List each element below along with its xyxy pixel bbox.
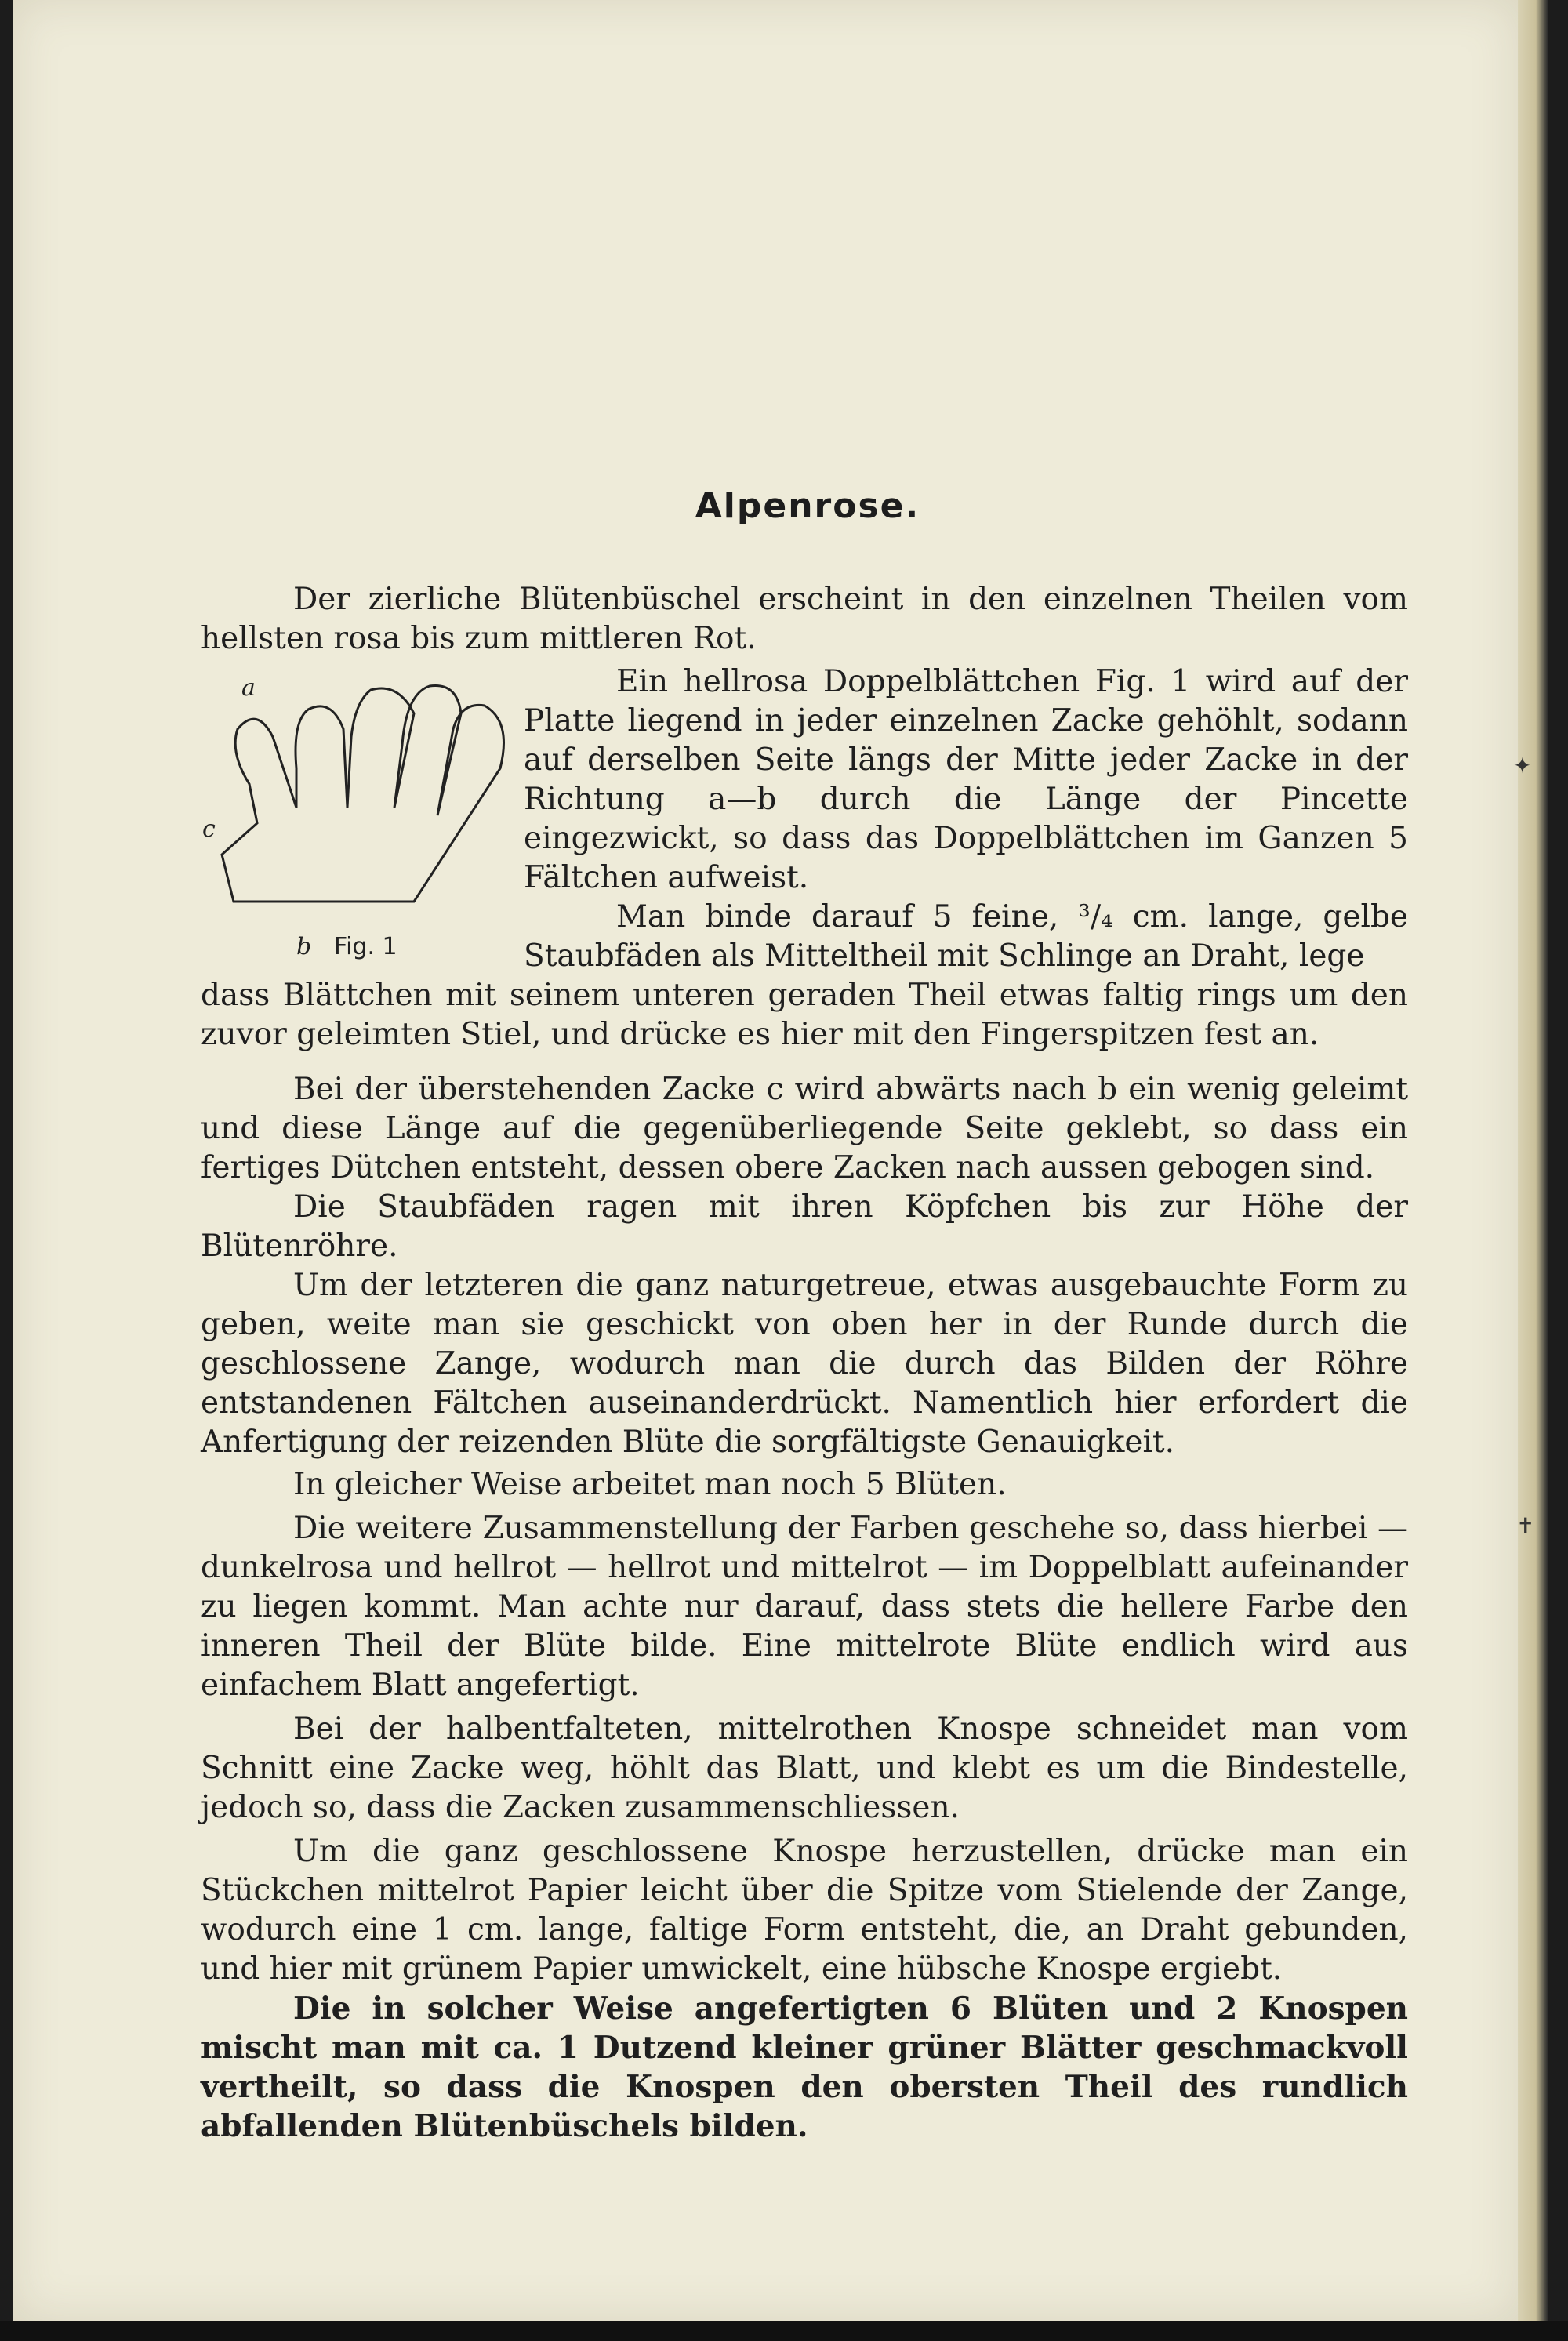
figure-1 (202, 674, 516, 972)
figure-label-c: c (202, 815, 216, 843)
paragraph-3-cont: dass Blättchen mit seinem unteren geraden Theil etwas faltig rings um den zuvor geleimten Stiel, und drücke es hier mit den Fingerspitzen fest an. (201, 978, 1408, 1052)
paragraph-6: Um der letzteren die ganz naturgetreue, etwas ausgebauchte Form zu geben, weite man sie geschickt von oben her in der Runde durch die geschlossene Zange, wodurch man die durch das Bilden der Röhre entstandenen Fältchen auseinanderdrückt. Namentlich hier erfordert die Anfertigung der reizenden Blüte die sorgfältigste Genauigkeit. (201, 1268, 1408, 1460)
figure-caption: Fig. 1 (334, 933, 397, 960)
paragraph-2: Ein hellrosa Doppelblättchen Fig. 1 wird auf der Platte liegend in jeder einzelnen Zacke gehöhlt, sodann auf derselben Seite längs der Mitte jeder Zacke in der Richtung a—b durch die Länge der Pincette eingezwickt, so dass das Doppelblättchen im Ganzen 5 Fältchen aufweist. (524, 664, 1408, 895)
paragraph-3-start: Man binde darauf 5 feine, ³/₄ cm. lange, gelbe Staubfäden als Mitteltheil mit Schlinge an Draht, lege (524, 899, 1408, 974)
paragraph-8: Die weitere Zusammenstellung der Farben geschehe so, dass hierbei — dunkelrosa und hellrot — hellrot und mittelrot — im Doppelblatt aufeinander zu liegen kommt. Man achte nur darauf, dass stets die hellere Farbe den inneren Theil der Blüte bilde. Eine mittelrote Blüte endlich wird aus einfachem Blatt angefertigt. (201, 1511, 1408, 1703)
paragraph-4: Bei der überstehenden Zacke c wird abwärts nach b ein wenig geleimt und diese Länge auf die gegenüberliegende Seite geklebt, so dass ein fertiges Dütchen entsteht, dessen obere Zacken nach aussen gebogen sind. (201, 1072, 1408, 1185)
figure-label-a: a (241, 674, 256, 702)
figure-label-b: b (296, 933, 312, 960)
paragraph-9: Bei der halbentfalteten, mittelrothen Knospe schneidet man vom Schnitt eine Zacke weg, höhlt das Blatt, und klebt es um die Bindestelle, jedoch so, dass die Zacken zusammenschliessen. (201, 1711, 1408, 1825)
binding-mark: ✝ (1516, 1513, 1535, 1539)
page-gutter (1518, 0, 1548, 2341)
paragraph-11: Die in solcher Weise angefertigten 6 Blüten und 2 Knospen mischt man mit ca. 1 Dutzend kleiner grüner Blätter geschmackvoll vertheilt, so dass die Knospen den obersten Theil des rundlich abfallenden Blütenbüschels bilden. (201, 1991, 1408, 2144)
petal-outline-drawing (202, 674, 516, 933)
paragraphs-main (201, 1070, 1408, 2146)
binding-mark: ✦ (1513, 753, 1532, 779)
paragraph-5: Die Staubfäden ragen mit ihren Köpfchen bis zur Höhe der Blütenröhre. (201, 1189, 1408, 1264)
page-title: Alpenrose. (695, 486, 920, 526)
paragraph-1: Der zierliche Blütenbüschel erscheint in den einzelnen Theilen vom hellsten rosa bis zum mittleren Rot. (201, 582, 1408, 656)
paragraph-7: In gleicher Weise arbeitet man noch 5 Blüten. (293, 1467, 1007, 1502)
scan-bottom-edge (0, 2321, 1568, 2341)
paragraph-10: Um die ganz geschlossene Knospe herzustellen, drücke man ein Stückchen mittelrot Papier leicht über die Spitze vom Stielende der Zange, wodurch eine 1 cm. lange, faltige Form entsteht, die, an Draht gebunden, und hier mit grünem Papier umwickelt, eine hübsche Knospe ergiebt. (201, 1834, 1408, 1987)
